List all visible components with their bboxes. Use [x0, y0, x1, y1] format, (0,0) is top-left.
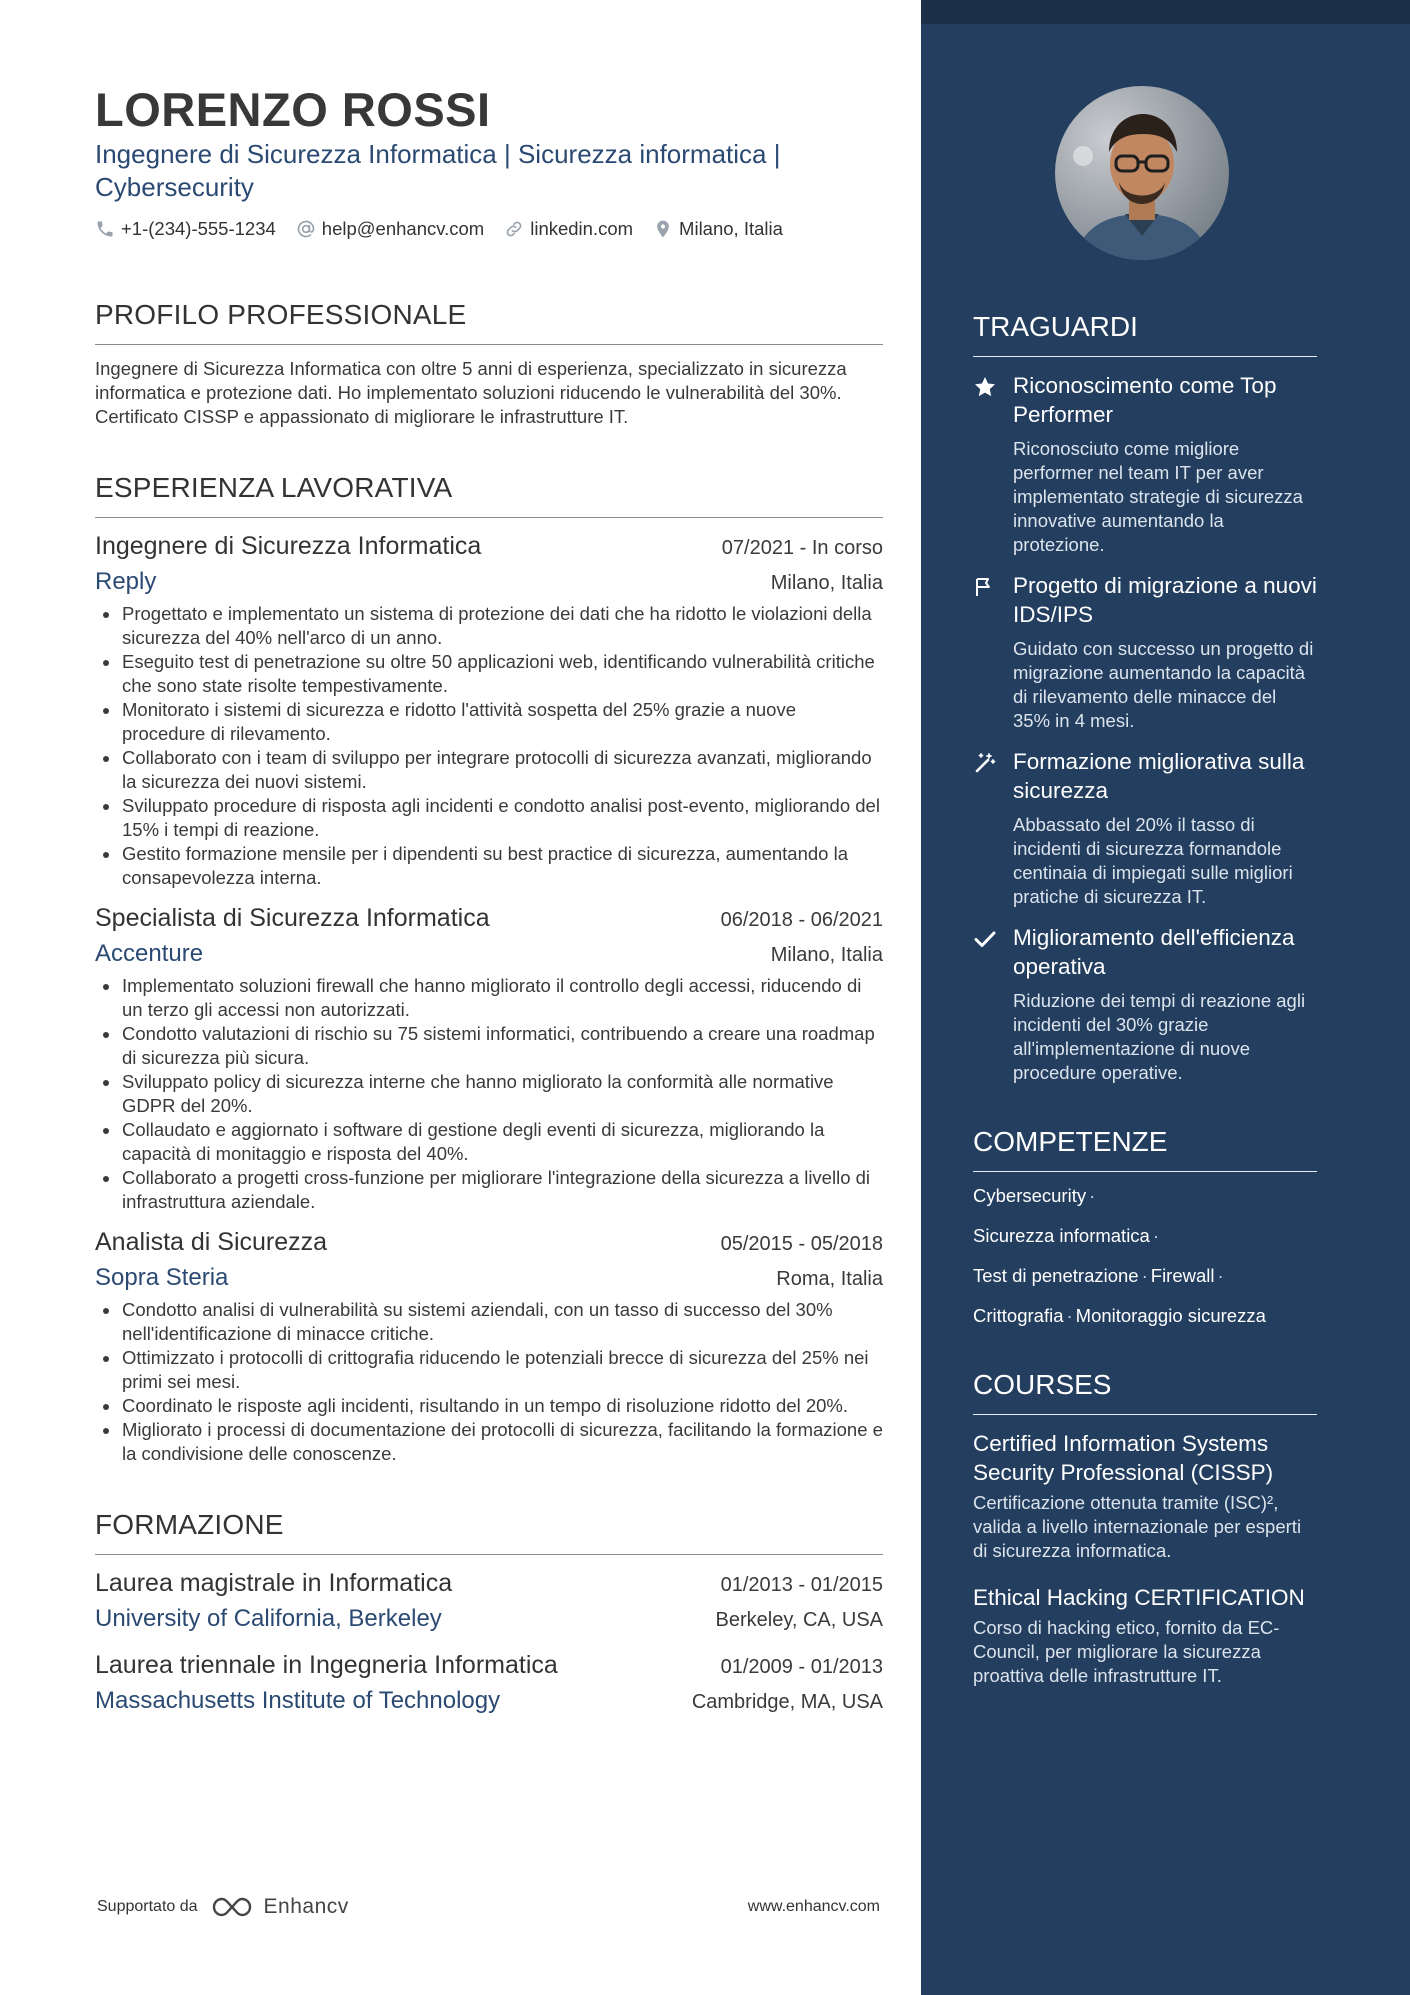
bullet-item: Progettato e implementato un sistema di protezione dei dati che ha ridotto le violazioni della sicurezza del 40% nell'arco di un anno.: [95, 602, 883, 650]
profile-section: [95, 298, 883, 429]
course-item: [973, 1429, 1317, 1563]
profile-photo: [1055, 86, 1229, 260]
job-location: Milano, Italia: [770, 572, 883, 594]
flag-icon: [973, 575, 997, 599]
section-title-skills: COMPETENZE: [973, 1125, 1317, 1172]
job-title: Ingegnere di Sicurezza Informatica: [95, 532, 482, 560]
star-icon: [973, 375, 997, 399]
enhancv-logo-icon: [210, 1895, 256, 1919]
achievement-desc: Guidato con successo un progetto di migrazione aumentando la capacità di rilevamento delle minacce del 35% in 4 mesi.: [1013, 638, 1314, 731]
course-desc: Corso di hacking etico, fornito da EC-Council, per migliorare la sicurezza proattiva delle infrastrutture IT.: [973, 1617, 1280, 1686]
degree-title: Laurea magistrale in Informatica: [95, 1569, 453, 1597]
section-title-profile: PROFILO PROFESSIONALE: [95, 298, 883, 345]
checkmark-icon: [973, 927, 997, 951]
course-desc: Certificazione ottenuta tramite (ISC)², valida a livello internazionale per esperti di sicurezza informatica.: [973, 1492, 1302, 1561]
achievement-title: Riconoscimento come Top Performer: [1013, 373, 1277, 427]
job-title: Analista di Sicurezza: [95, 1228, 328, 1256]
achievement-item: [973, 371, 1317, 557]
course-title: Ethical Hacking CERTIFICATION: [973, 1585, 1305, 1610]
phone-icon: [95, 219, 115, 239]
link-icon: [504, 219, 524, 239]
skill-tag: Crittografia: [973, 1305, 1064, 1326]
bullet-item: Condotto valutazioni di rischio su 75 sistemi informatici, contribuendo a creare una roadmap di sicurezza più sicura.: [95, 1022, 883, 1070]
section-title-experience: ESPERIENZA LAVORATIVA: [95, 471, 883, 518]
contact-bar: [95, 218, 883, 240]
phone-number: +1-(234)-555-1234: [121, 218, 276, 239]
enhancv-brand: Enhancv: [263, 1895, 349, 1918]
section-title-achievements: TRAGUARDI: [973, 310, 1317, 357]
skill-tag: Cybersecurity: [973, 1185, 1087, 1206]
achievement-item: [973, 923, 1317, 1085]
sidebar-content: [973, 310, 1317, 1688]
education-date: 01/2013 - 01/2015: [720, 1574, 883, 1596]
job-location: Roma, Italia: [776, 1268, 883, 1290]
bullet-item: Condotto analisi di vulnerabilità su sistemi aziendali, con un tasso di successo del 30% nell'identificazione di minacce critiche.: [95, 1298, 883, 1346]
job-entry: [95, 900, 883, 1214]
achievement-desc: Riconosciuto come migliore performer nel team IT per aver implementato strategie di sicurezza innovative aumentando la protezione.: [1013, 438, 1303, 555]
sidebar: [921, 0, 1410, 1995]
experience-section: [95, 471, 883, 1466]
page-footer: [97, 1895, 880, 1919]
contact-linkedin[interactable]: [504, 218, 633, 240]
job-bullets: [95, 974, 883, 1214]
skill-tag: Firewall: [1150, 1265, 1215, 1286]
skill-tag: Sicurezza informatica: [973, 1225, 1150, 1246]
bullet-item: Sviluppato procedure di risposta agli incidenti e condotto analisi post-evento, migliorando del 15% i tempi di reazione.: [95, 794, 883, 842]
skills-section: COMPETENZE Cybersecurity · Sicurezza informatica · Test di penetrazione · Firewall · Crittografia · Monitoraggio sicurezza: [973, 1125, 1317, 1328]
contact-email[interactable]: [296, 218, 484, 240]
education-entry: [95, 1647, 883, 1719]
job-title: Specialista di Sicurezza Informatica: [95, 904, 490, 932]
contact-phone[interactable]: [95, 218, 276, 240]
avatar: [1055, 86, 1229, 260]
location-pin-icon: [653, 219, 673, 239]
achievement-title: Miglioramento dell'efficienza operativa: [1013, 925, 1295, 979]
bullet-item: Collaudato e aggiornato i software di gestione degli eventi di sicurezza, migliorando la capacità di monitaggio e risposta del 40%.: [95, 1118, 883, 1166]
education-section: [95, 1508, 883, 1719]
location-text: Milano, Italia: [679, 218, 783, 239]
section-title-education: FORMAZIONE: [95, 1508, 883, 1555]
degree-title: Laurea triennale in Ingegneria Informatica: [95, 1651, 558, 1679]
education-date: 01/2009 - 01/2013: [720, 1656, 883, 1678]
job-headline: Ingegnere di Sicurezza Informatica | Sicurezza informatica | Cybersecurity: [95, 139, 781, 202]
company-name: Reply: [95, 568, 157, 595]
candidate-name: LORENZO ROSSI: [95, 83, 491, 136]
job-bullets: [95, 1298, 883, 1466]
job-date: 05/2015 - 05/2018: [720, 1233, 883, 1255]
company-name: Accenture: [95, 940, 204, 967]
enhancv-logo[interactable]: [210, 1895, 349, 1919]
magic-wand-icon: [973, 751, 997, 775]
bullet-item: Eseguito test di penetrazione su oltre 50 applicazioni web, identificando vulnerabilità critiche che sono state risolte tempestivamente.: [95, 650, 883, 698]
linkedin-url: linkedin.com: [530, 218, 634, 239]
email-address: help@enhancv.com: [321, 218, 485, 239]
footer-url[interactable]: www.enhancv.com: [747, 1898, 880, 1915]
powered-by-label: Supportato da: [97, 1898, 198, 1915]
bullet-item: Monitorato i sistemi di sicurezza e ridotto l'attività sospetta del 25% grazie a nuove procedure di rilevamento.: [95, 698, 883, 746]
profile-summary: Ingegnere di Sicurezza Informatica con oltre 5 anni di esperienza, specializzato in sicurezza informatica e protezione dati. Ho implementato soluzioni riducendo le vulnerabilità del 30%. Certificato CISSP e appassionato di migliorare le infrastrutture IT.: [95, 358, 847, 427]
course-title: Certified Information Systems Security Professional (CISSP): [973, 1431, 1274, 1485]
job-date: 06/2018 - 06/2021: [720, 909, 883, 931]
bullet-item: Sviluppato policy di sicurezza interne che hanno migliorato la conformità alle normative GDPR del 20%.: [95, 1070, 883, 1118]
bullet-item: Collaborato con i team di sviluppo per integrare protocolli di sicurezza avanzati, migliorando la sicurezza dei nuovi sistemi.: [95, 746, 883, 794]
skill-tag: Monitoraggio sicurezza: [1075, 1305, 1266, 1326]
bullet-item: Implementato soluzioni firewall che hanno migliorato il controllo degli accessi, riducendo di un terzo gli accessi non autorizzati.: [95, 974, 883, 1022]
contact-location: [653, 218, 783, 240]
achievement-title: Formazione migliorativa sulla sicurezza: [1013, 749, 1305, 803]
job-bullets: [95, 602, 883, 890]
bullet-item: Collaborato a progetti cross-funzione per migliorare l'integrazione della sicurezza a livello di infrastruttura aziendale.: [95, 1166, 883, 1214]
achievement-item: [973, 747, 1317, 909]
education-entry: [95, 1565, 883, 1637]
achievement-desc: Abbassato del 20% il tasso di incidenti di sicurezza formandole centinaia di impiegati sulle migliori pratiche di sicurezza IT.: [1013, 814, 1293, 907]
sidebar-top-bar: [921, 0, 1410, 24]
school-location: Berkeley, CA, USA: [715, 1609, 883, 1631]
achievements-section: [973, 310, 1317, 1085]
achievement-title: Progetto di migrazione a nuovi IDS/IPS: [1013, 573, 1317, 627]
section-title-courses: COURSES: [973, 1368, 1317, 1415]
school-name: University of California, Berkeley: [95, 1605, 442, 1632]
job-entry: [95, 1224, 883, 1466]
bullet-item: Ottimizzato i protocolli di crittografia riducendo le potenziali brecce di sicurezza del 25% nei primi sei mesi.: [95, 1346, 883, 1394]
job-date: 07/2021 - In corso: [721, 537, 883, 559]
skill-tag: Test di penetrazione: [973, 1265, 1139, 1286]
achievement-item: [973, 571, 1317, 733]
bullet-item: Migliorato i processi di documentazione dei protocolli di sicurezza, facilitando la formazione e la condivisione delle conoscenze.: [95, 1418, 883, 1466]
bullet-item: Coordinato le risposte agli incidenti, risultando in un tempo di risoluzione ridotto del 20%.: [95, 1394, 883, 1418]
achievement-desc: Riduzione dei tempi di reazione agli incidenti del 30% grazie all'implementazione di nuove procedure operative.: [1013, 990, 1306, 1083]
job-entry: [95, 528, 883, 890]
school-name: Massachusetts Institute of Technology: [95, 1687, 501, 1714]
course-item: [973, 1583, 1317, 1688]
at-icon: [296, 219, 316, 239]
school-location: Cambridge, MA, USA: [691, 1691, 883, 1713]
bullet-item: Gestito formazione mensile per i dipendenti su best practice di sicurezza, aumentando la consapevolezza interna.: [95, 842, 883, 890]
courses-section: [973, 1368, 1317, 1688]
company-name: Sopra Steria: [95, 1264, 229, 1291]
job-location: Milano, Italia: [770, 944, 883, 966]
main-column: [95, 82, 883, 1719]
